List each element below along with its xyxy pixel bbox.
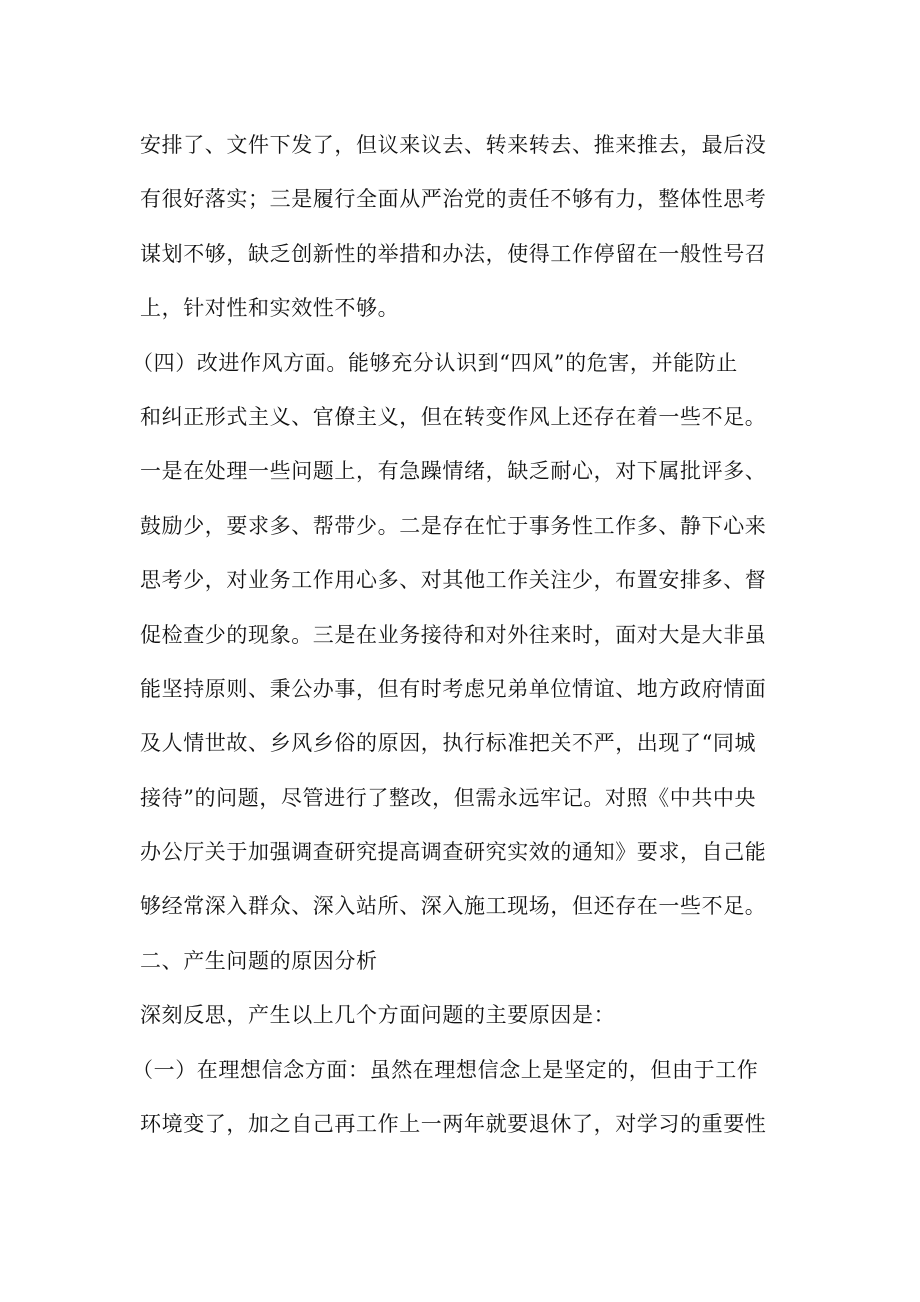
- text-line: 够经常深入群众、深入站所、深入施工现场，但还存在一些不足。: [140, 894, 767, 919]
- section-title: 二、产生问题的原因分析: [140, 948, 378, 973]
- text-line: 上，针对性和实效性不够。: [140, 296, 400, 321]
- body-text: [132, 118, 780, 1151]
- text-line: 有很好落实；三是履行全面从严治党的责任不够有力，整体性思考: [140, 187, 767, 212]
- text-line: 办公厅关于加强调查研究提高调查研究实效的通知》要求，自己能: [140, 840, 767, 865]
- text-line: 深刻反思，产生以上几个方面问题的主要原因是：: [140, 1003, 616, 1028]
- text-line: 接待”的问题，尽管进行了整改，但需永远牢记。对照《中共中央: [140, 785, 757, 810]
- text-line: 环境变了，加之自己再工作上一两年就要退休了，对学习的重要性: [140, 1112, 767, 1137]
- text-line: 安排了、文件下发了，但议来议去、转来转去、推来推去，最后没: [140, 133, 767, 157]
- text-line: 能坚持原则、秉公办事，但有时考虑兄弟单位情谊、地方政府情面: [140, 676, 767, 701]
- section-heading-line: （四）改进作风方面。能够充分认识到“四风”的危害，并能防止: [132, 350, 738, 375]
- text-line: 谋划不够，缺乏创新性的举措和办法，使得工作停留在一般性号召: [140, 241, 767, 266]
- text-line: 促检查少的现象。三是在业务接待和对外往来时，面对大是大非虽: [140, 622, 767, 647]
- text-line: 思考少，对业务工作用心多、对其他工作关注少，布置安排多、督: [140, 568, 767, 593]
- text-line: 鼓励少，要求多、帮带少。二是存在忙于事务性工作多、静下心来: [140, 513, 767, 538]
- text-line: 一是在处理一些问题上，有急躁情绪，缺乏耐心，对下属批评多、: [140, 459, 767, 484]
- subsection-heading-line: （一）在理想信念方面：虽然在理想信念上是坚定的，但由于工作: [132, 1057, 759, 1082]
- text-line: 及人情世故、乡风乡俗的原因，执行标准把关不严，出现了“同城: [140, 731, 757, 756]
- text-line: 和纠正形式主义、官僚主义，但在转变作风上还存在着一些不足。: [140, 404, 767, 429]
